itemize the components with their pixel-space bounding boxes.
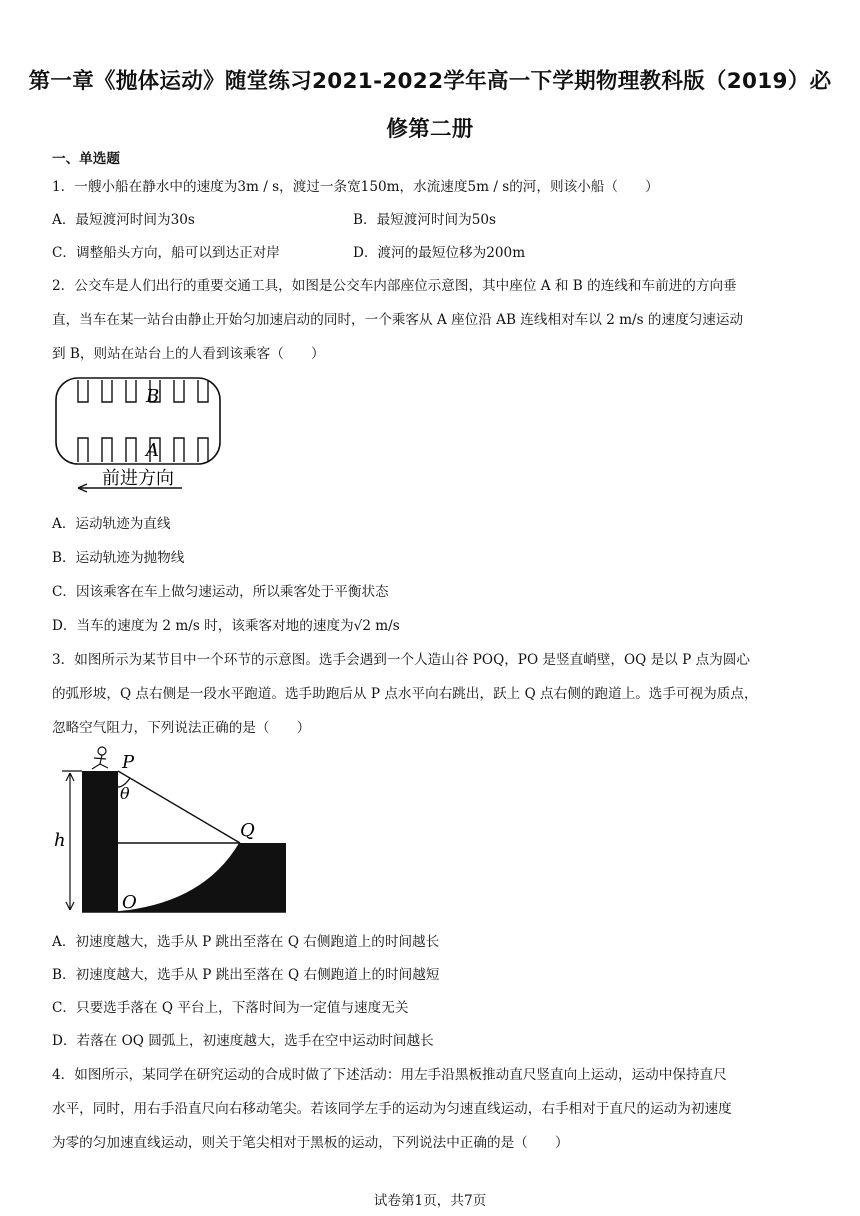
label-theta: θ bbox=[120, 784, 130, 803]
q3-option-c: C．只要选手落在 Q 平台上，下落时间为一定值与速度无关 bbox=[52, 1000, 409, 1016]
q4-stem-line-3: 为零的匀加速直线运动，则关于笔尖相对于黑板的运动，下列说法中正确的是（ ） bbox=[52, 1135, 569, 1151]
q1-stem: 1．一艘小船在静水中的速度为3m / s，渡过一条宽150m，水流速度5m / s的河，则该小船（ ） bbox=[52, 179, 659, 195]
q1-option-c: C．调整船头方向，船可以到达正对岸 bbox=[52, 245, 280, 261]
seats-bottom-row bbox=[78, 438, 208, 462]
bus-body-outline bbox=[56, 378, 220, 464]
direction-label: 前进方向 bbox=[102, 468, 174, 489]
q3-option-b: B．初速度越大，选手从 P 跳出至落在 Q 右侧跑道上的时间越短 bbox=[52, 967, 440, 983]
page-footer: 试卷第1页，共7页 bbox=[373, 1193, 487, 1209]
q2-stem-line-1: 2．公交车是人们出行的重要交通工具，如图是公交车内部座位示意图，其中座位 A 和 B 的连线和车前进的方向垂 bbox=[52, 278, 737, 294]
q3-stem-line-1: 3．如图所示为某节目中一个环节的示意图。选手会遇到一个人造山谷 POQ，PO 是竖直峭壁，OQ 是以 P 点为圆心 bbox=[52, 652, 750, 668]
seats-top-row bbox=[78, 380, 208, 402]
label-o: O bbox=[122, 892, 137, 913]
seat-label-a: A bbox=[146, 440, 159, 461]
valley-diagram bbox=[54, 744, 294, 919]
q3-stem-line-2: 的弧形坡，Q 点右侧是一段水平跑道。选手助跑后从 P 点水平向右跳出，跃上 Q 点右侧的跑道上。选手可视为质点， bbox=[52, 686, 758, 702]
line-pq bbox=[118, 771, 240, 843]
q3-option-d: D．若落在 OQ 圆弧上，初速度越大，选手在空中运动时间越长 bbox=[52, 1033, 434, 1049]
q2-option-d-value: √2 m/s bbox=[353, 618, 400, 634]
page-title-line-1: 第一章《抛体运动》随堂练习2021-2022学年高一下学期物理教科版（2019）必 bbox=[28, 69, 832, 94]
q2-stem-line-2: 直，当车在某一站台由静止开始匀加速启动的同时，一个乘客从 A 座位沿 AB 连线相对车以 2 m/s 的速度匀速运动 bbox=[52, 312, 744, 328]
q4-stem-line-1: 4．如图所示，某同学在研究运动的合成时做了下述活动：用左手沿黑板推动直尺竖直向上运动，运动中保持直尺 bbox=[52, 1067, 727, 1083]
q1-option-d: D．渡河的最短位移为200m bbox=[353, 245, 526, 261]
q3-stem-line-3: 忽略空气阻力，下列说法正确的是（ ） bbox=[52, 720, 311, 736]
seat-label-b: B bbox=[146, 386, 160, 407]
right-platform bbox=[118, 843, 286, 912]
bus-seat-diagram bbox=[54, 376, 224, 496]
page-title-line-2: 修第二册 bbox=[386, 117, 474, 142]
q2-option-d-text: D．当车的速度为 2 m/s 时，该乘客对地的速度为 bbox=[52, 618, 354, 634]
label-p: P bbox=[122, 752, 135, 773]
q2-option-d bbox=[52, 614, 400, 634]
label-h: h bbox=[54, 830, 66, 851]
label-q: Q bbox=[240, 820, 255, 841]
section-heading: 一、单选题 bbox=[52, 151, 120, 167]
runner-icon bbox=[92, 747, 108, 769]
q2-option-c: C．因该乘客在车上做匀速运动，所以乘客处于平衡状态 bbox=[52, 584, 389, 600]
q1-option-a: A．最短渡河时间为30s bbox=[52, 212, 195, 228]
cliff-wall bbox=[82, 771, 118, 912]
q2-stem-line-3: 到 B，则站在站台上的人看到该乘客（ ） bbox=[52, 346, 325, 362]
q2-option-a: A．运动轨迹为直线 bbox=[52, 516, 171, 532]
q4-stem-line-2: 水平，同时，用右手沿直尺向右移动笔尖。若该同学左手的运动为匀速直线运动，右手相对于直尺的运动为初速度 bbox=[52, 1101, 732, 1117]
q3-option-a: A．初速度越大，选手从 P 跳出至落在 Q 右侧跑道上的时间越长 bbox=[52, 934, 440, 950]
q2-option-b: B．运动轨迹为抛物线 bbox=[52, 550, 185, 566]
q1-option-b: B．最短渡河时间为50s bbox=[353, 212, 497, 228]
